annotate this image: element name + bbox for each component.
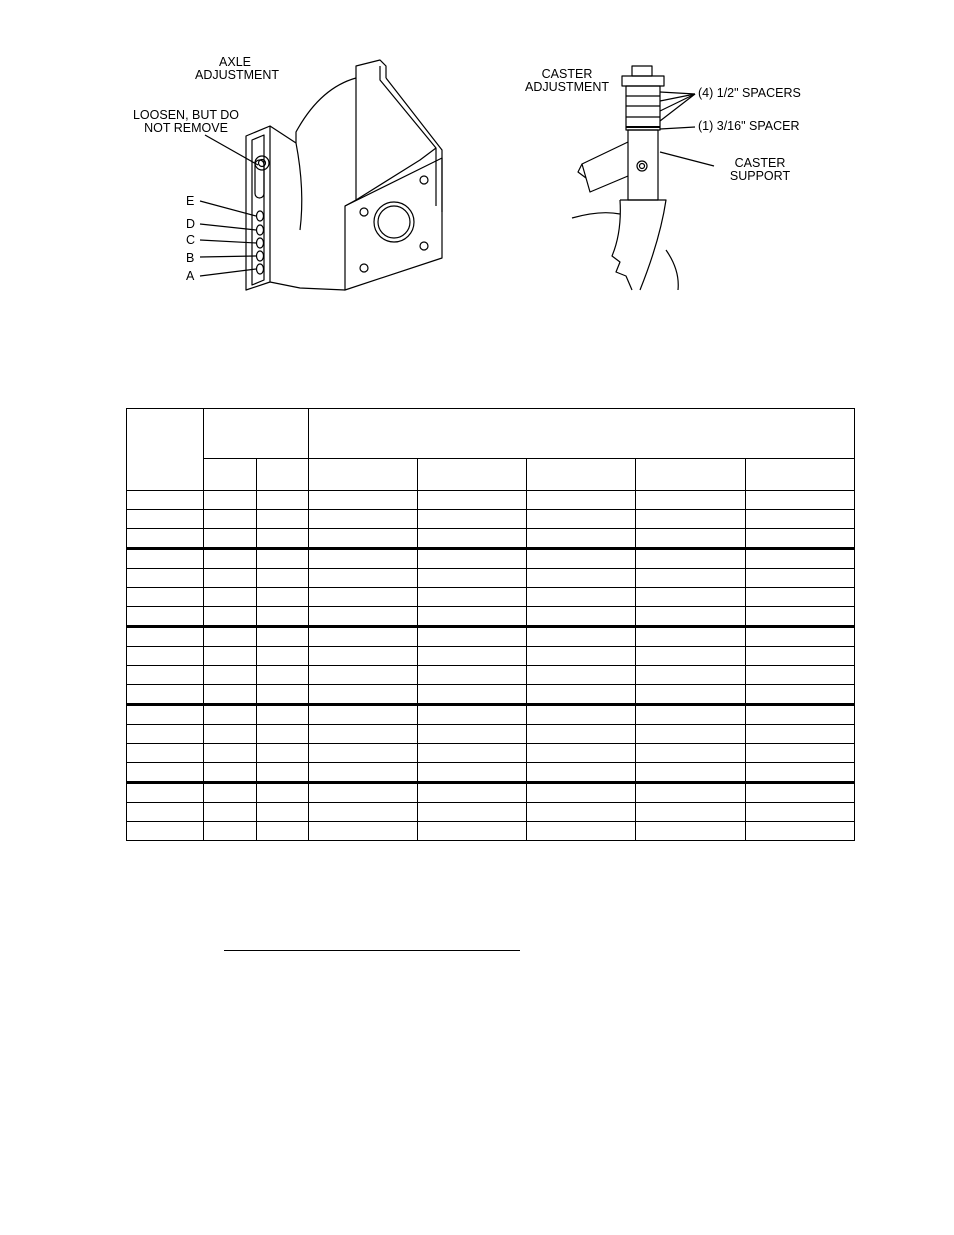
table-cell [127,549,204,569]
table-row [127,569,855,588]
loosen-note-text: LOOSEN, BUT DO NOT REMOVE [132,108,240,135]
table-cell [418,783,527,803]
table-cell [204,607,257,627]
table-cell [257,588,309,607]
table-cell [527,685,636,705]
table-cell [636,529,746,549]
table-cell [204,685,257,705]
table-cell [746,803,855,822]
table-cell [309,822,418,841]
table-row [127,783,855,803]
table-cell [309,705,418,725]
table-cell [527,803,636,822]
table-cell [127,588,204,607]
table-cell [527,725,636,744]
table-row [127,685,855,705]
signature-underline [224,950,520,951]
hole-label-a: A [186,269,195,283]
frame-arm [582,142,628,192]
table-cell [204,627,257,647]
table-cell [418,763,527,783]
table-cell [746,685,855,705]
table-row [127,822,855,841]
table-cell [527,491,636,510]
table-cell [636,569,746,588]
table-cell [746,647,855,666]
table-cell [257,510,309,529]
table-subheader-cell [204,459,257,491]
table-cell [127,491,204,510]
table-header-cell [309,409,855,459]
table-cell [257,647,309,666]
caster-support-leader [660,152,714,166]
table-cell [257,569,309,588]
table-cell [204,647,257,666]
table-cell [257,685,309,705]
table-cell [527,627,636,647]
table-cell [127,803,204,822]
table-cell [257,744,309,763]
table-cell [746,725,855,744]
table-cell [527,783,636,803]
table-cell [204,491,257,510]
table-row [127,647,855,666]
caster-fork [620,200,666,290]
table-cell [418,588,527,607]
table-cell [746,549,855,569]
table-cell [257,529,309,549]
table-cell [746,666,855,685]
table-cell [127,569,204,588]
table-cell [127,783,204,803]
table-cell [204,822,257,841]
table-cell [527,763,636,783]
table-cell [636,685,746,705]
table-header-cell [127,409,204,491]
table-cell [636,627,746,647]
table-cell [257,607,309,627]
table-cell [127,822,204,841]
hole-label-e: E [186,194,195,208]
table-cell [527,588,636,607]
table-cell [636,647,746,666]
table-cell [204,783,257,803]
table-cell [418,569,527,588]
table-cell [418,744,527,763]
table-cell [257,666,309,685]
table-row [127,588,855,607]
table-cell [309,529,418,549]
table-cell [746,783,855,803]
table-cell [257,549,309,569]
table-row [127,803,855,822]
hole-label-b: B [186,251,195,265]
table-row [127,763,855,783]
table-cell [527,744,636,763]
table-cell [309,549,418,569]
table-cell [309,763,418,783]
table-cell [636,510,746,529]
table-cell [636,666,746,685]
table-subheader-cell [746,459,855,491]
table-cell [418,510,527,529]
table-cell [527,822,636,841]
table-cell [418,647,527,666]
table-cell [127,725,204,744]
table-subheader-cell [527,459,636,491]
table-subheader-cell [309,459,418,491]
table-cell [636,783,746,803]
table-cell [257,627,309,647]
table-cell [309,491,418,510]
table-cell [527,607,636,627]
table-cell [204,510,257,529]
table-cell [127,510,204,529]
table-cell [746,705,855,725]
table-cell [309,627,418,647]
adjustment-table-body [127,409,855,841]
table-cell [418,666,527,685]
table-cell [418,822,527,841]
table-cell [257,491,309,510]
table-cell [204,705,257,725]
table-row [127,529,855,549]
adjustment-table [126,408,855,841]
table-cell [257,705,309,725]
table-cell [309,569,418,588]
table-cell [257,822,309,841]
table-cell [636,763,746,783]
table-cell [127,529,204,549]
table-cell [527,549,636,569]
table-cell [418,549,527,569]
table-cell [746,822,855,841]
table-row [127,607,855,627]
table-cell [257,725,309,744]
table-row [127,744,855,763]
table-header-cell [204,409,309,459]
caster-support-label-text: CASTER SUPPORT [729,156,791,183]
table-row [127,666,855,685]
table-cell [746,510,855,529]
caster-shaft [628,130,658,200]
table-cell [418,491,527,510]
table-row [127,627,855,647]
caster-wheel-arc [572,213,620,218]
caster-top-nut [632,66,652,76]
table-cell [309,588,418,607]
table-cell [309,725,418,744]
table-cell [746,529,855,549]
table-cell [204,763,257,783]
table-cell [127,627,204,647]
hole-label-c: C [186,233,196,247]
table-row [127,725,855,744]
table-cell [636,549,746,569]
table-cell [204,744,257,763]
table-cell [257,763,309,783]
table-subheader-cell [636,459,746,491]
table-cell [418,529,527,549]
table-cell [418,685,527,705]
table-cell [527,529,636,549]
hole-label-d: D [186,217,196,231]
table-cell [127,647,204,666]
table-row [127,491,855,510]
table-cell [309,744,418,763]
table-cell [204,569,257,588]
table-cell [127,763,204,783]
caster-washer [622,76,664,86]
table-header-row [127,409,855,459]
table-cell [527,510,636,529]
table-cell [309,647,418,666]
table-subheader-cell [257,459,309,491]
caster-assembly-drawing [0,0,954,330]
caster-adjustment-title-text: CASTER ADJUSTMENT [524,67,610,94]
table-row [127,510,855,529]
table-cell [746,569,855,588]
table-row [127,549,855,569]
table-cell [204,588,257,607]
table-cell [746,607,855,627]
table-cell [309,803,418,822]
table-cell [636,822,746,841]
table-cell [636,803,746,822]
table-cell [746,744,855,763]
table-cell [636,491,746,510]
table-cell [127,705,204,725]
table-cell [636,725,746,744]
table-cell [636,588,746,607]
table-cell [309,666,418,685]
table-cell [257,803,309,822]
table-cell [204,529,257,549]
table-cell [309,510,418,529]
table-cell [257,783,309,803]
table-cell [527,647,636,666]
table-cell [309,607,418,627]
axle-adjustment-title-text: AXLE ADJUSTMENT [195,55,280,82]
table-cell [204,549,257,569]
table-cell [527,705,636,725]
half-inch-spacers-label: (4) 1/2" SPACERS [698,86,801,100]
table-cell [418,725,527,744]
table-cell [127,685,204,705]
table-cell [309,685,418,705]
three-sixteenths-spacer-label: (1) 3/16" SPACER [698,119,800,133]
table-cell [527,569,636,588]
table-cell [418,627,527,647]
table-subheader-cell [418,459,527,491]
table-cell [746,763,855,783]
table-cell [636,705,746,725]
table-subheader-row [127,459,855,491]
table-cell [127,607,204,627]
table-cell [309,783,418,803]
table-cell [636,607,746,627]
table-cell [636,744,746,763]
table-cell [746,491,855,510]
table-cell [418,607,527,627]
table-cell [527,666,636,685]
table-row [127,705,855,725]
table-cell [204,666,257,685]
table-cell [204,803,257,822]
table-cell [127,666,204,685]
table-cell [204,725,257,744]
table-cell [418,705,527,725]
table-cell [746,627,855,647]
caster-shaft-bolt [637,161,647,171]
table-cell [127,744,204,763]
table-cell [418,803,527,822]
spacer-stack [626,86,660,130]
table-cell [746,588,855,607]
